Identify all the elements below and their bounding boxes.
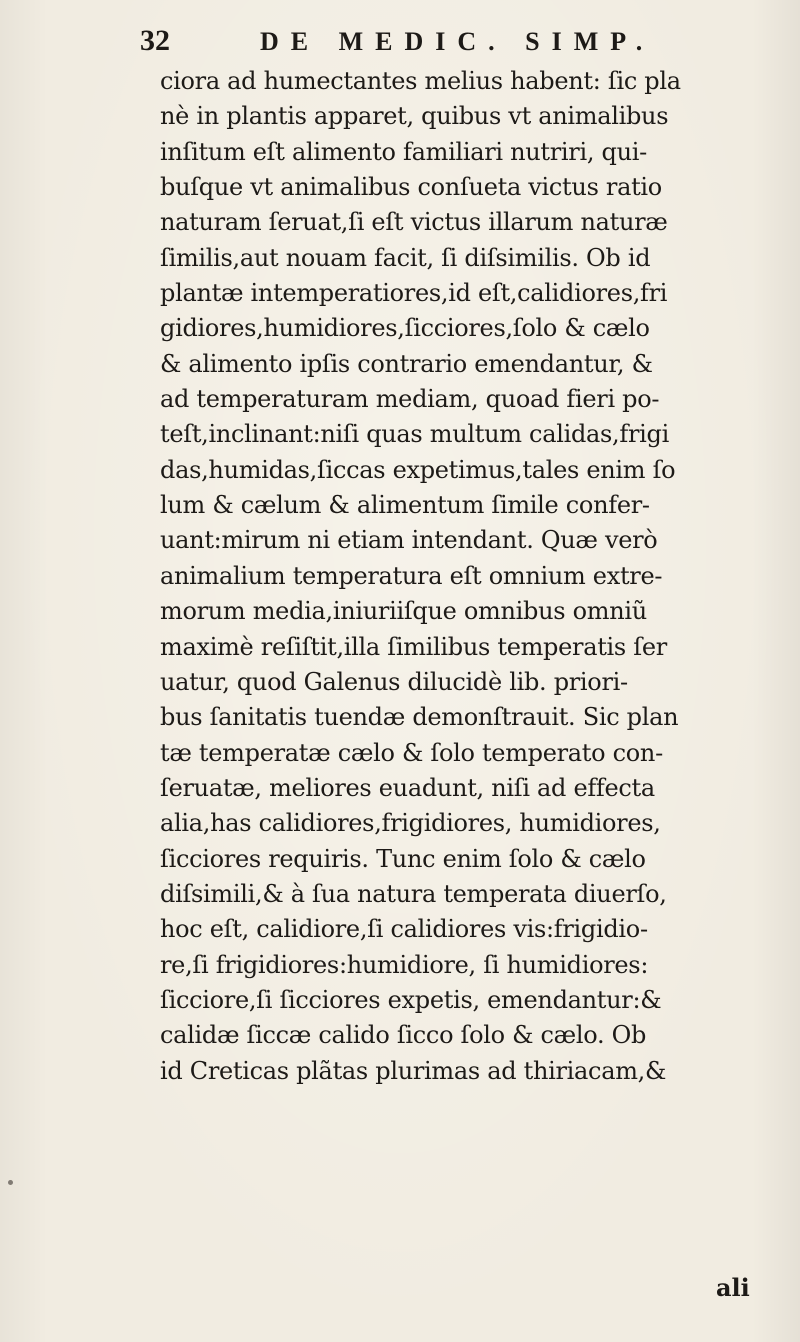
text-line: diſsimili,& à ſua natura temperata diuerſo, (160, 879, 667, 908)
text-line: bus ſanitatis tuendæ demonſtrauit. Sic plan (160, 703, 679, 732)
text-line: tæ temperatæ cælo & ſolo temperato con- (160, 738, 663, 767)
catchword: ali (716, 1273, 750, 1302)
page-number: 32 (140, 24, 170, 57)
text-line: re,ſi frigidiores:humidiore, ſi humidiores: (160, 950, 649, 979)
text-line: ſeruatæ, meliores euadunt, niſi ad effecta (160, 773, 655, 802)
text-line: uant:mirum ni etiam intendant. Quæ verò (160, 526, 658, 555)
text-line: animalium temperatura eſt omnium extre- (160, 561, 663, 590)
text-line: alia,has calidiores,frigidiores, humidiores, (160, 809, 661, 838)
text-line: id Creticas plãtas plurimas ad thiriacam,& (160, 1056, 667, 1085)
text-line: calidæ ſiccæ calido ſicco ſolo & cælo. Ob (160, 1021, 647, 1050)
body-text (160, 64, 770, 1089)
text-line: plantæ intemperatiores,id eſt,calidiores,fri (160, 279, 668, 308)
text-line: maximè reſiſtit,illa ſimilibus temperatis ſer (160, 632, 667, 661)
text-line: inſitum eſt alimento familiari nutriri, qui- (160, 137, 647, 166)
text-line: ciora ad humectantes melius habent: ſic pla (160, 67, 681, 95)
ink-speck (8, 1180, 13, 1185)
text-line: ad temperaturam mediam, quoad fieri po- (160, 385, 660, 414)
running-head: DE MEDIC. SIMP. (260, 27, 655, 56)
text-line: lum & cælum & alimentum ſimile confer- (160, 491, 650, 520)
text-line: ſicciore,ſi ſicciores expetis, emendantur:& (160, 985, 662, 1014)
text-line: uatur, quod Galenus dilucidè lib. priori- (160, 667, 628, 696)
text-line: hoc eſt, calidiore,ſi calidiores vis:frigidio- (160, 915, 648, 944)
text-line: & alimento ipſis contrario emendantur, & (160, 349, 653, 378)
text-line: ſimilis,aut nouam facit, ſi diſsimilis. Ob id (160, 243, 651, 272)
text-line: teſt,inclinant:niſi quas multum calidas,frigi (160, 420, 669, 449)
text-line: das,humidas,ſiccas expetimus,tales enim ſo (160, 455, 676, 484)
text-line: naturam ſeruat,ſi eſt victus illarum naturæ (160, 208, 668, 237)
text-line: buſque vt animalibus conſueta victus ratio (160, 173, 662, 202)
text-line: morum media,iniuriiſque omnibus omniũ (160, 597, 647, 626)
page-header (140, 24, 700, 64)
text-line: gidiores,humidiores,ſicciores,ſolo & cælo (160, 314, 650, 343)
text-line: nè in plantis apparet, quibus vt animalibus (160, 102, 669, 131)
text-line: ſicciores requiris. Tunc enim ſolo & cælo (160, 844, 646, 873)
